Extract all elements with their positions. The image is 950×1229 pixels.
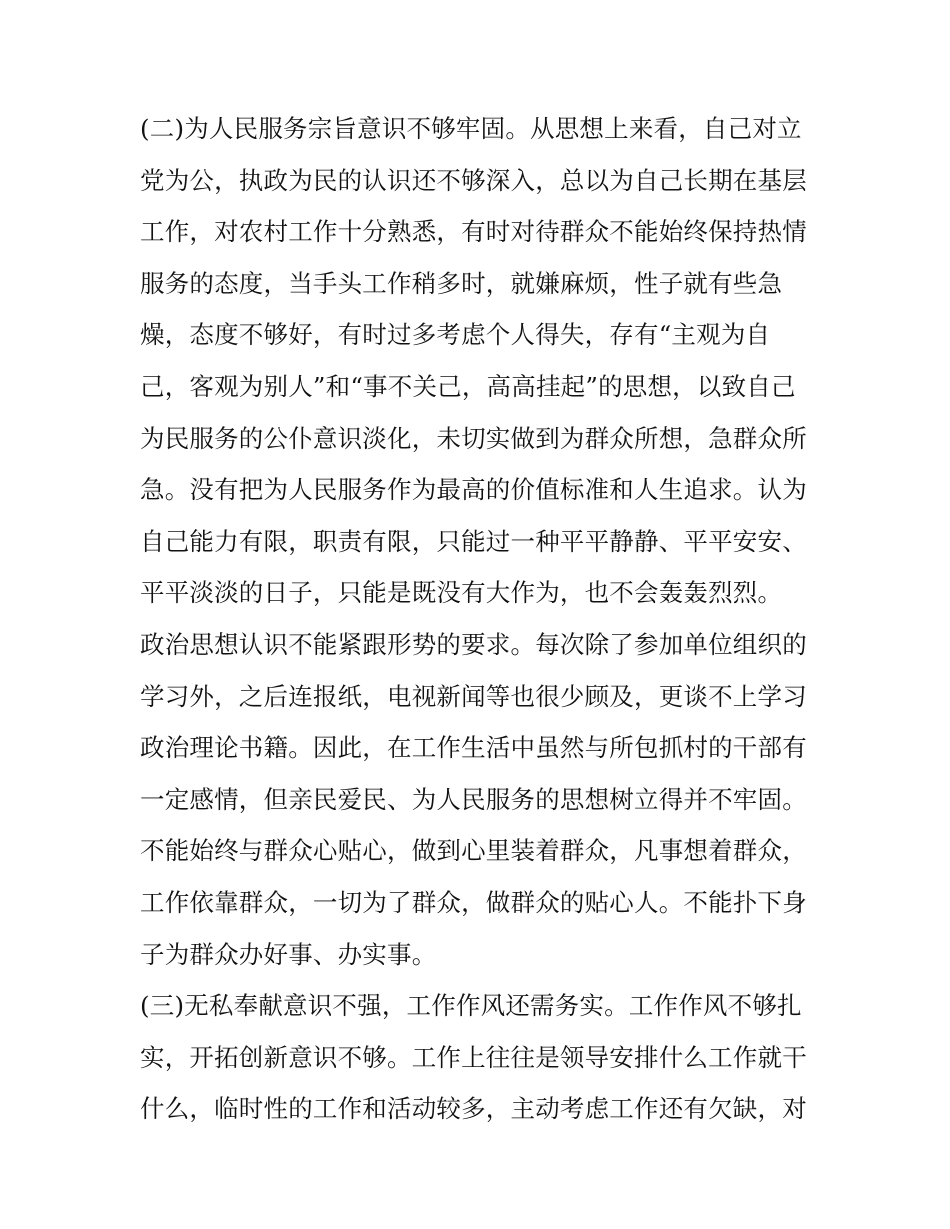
text-line: 工作，对农村工作十分熟悉，有时对待群众不能始终保持热情 xyxy=(140,217,807,247)
document-body xyxy=(140,103,820,1135)
text-line: 不能始终与群众心贴心，做到心里装着群众，凡事想着群众， xyxy=(140,836,807,866)
text-line: 实，开拓创新意识不够。工作上往往是领导安排什么工作就干 xyxy=(140,1042,807,1072)
text-line: 子为群众办好事、办实事。 xyxy=(140,939,437,969)
text-line: 工作依靠群众，一切为了群众，做群众的贴心人。不能扑下身 xyxy=(140,887,807,917)
text-line: 政治思想认识不能紧跟形势的要求。每次除了参加单位组织的 xyxy=(140,629,807,659)
text-line: 什么，临时性的工作和活动较多，主动考虑工作还有欠缺，对 xyxy=(140,1094,807,1124)
text-line: 服务的态度，当手头工作稍多时，就嫌麻烦，性子就有些急 xyxy=(140,268,783,298)
text-line: 自己能力有限，职责有限，只能过一种平平静静、平平安安、 xyxy=(140,526,807,556)
text-line: 党为公，执政为民的认识还不够深入，总以为自己长期在基层 xyxy=(140,165,807,195)
text-line: 政治理论书籍。因此，在工作生活中虽然与所包抓村的干部有 xyxy=(140,733,807,763)
text-line: (三)无私奉献意识不强，工作作风还需务实。工作作风不够扎 xyxy=(140,991,802,1021)
text-line: 平平淡淡的日子，只能是既没有大作为，也不会轰轰烈烈。 xyxy=(140,578,783,608)
text-line: 急。没有把为人民服务作为最高的价值标准和人生追求。认为 xyxy=(140,475,807,505)
text-line: 己，客观为别人”和“事不关己，高高挂起”的思想，以致自己 xyxy=(140,371,796,401)
text-line: (二)为人民服务宗旨意识不够牢固。从思想上来看，自己对立 xyxy=(140,114,802,143)
text-line: 学习外，之后连报纸，电视新闻等也很少顾及，更谈不上学习 xyxy=(140,681,807,711)
text-line: 一定感情，但亲民爱民、为人民服务的思想树立得并不牢固。 xyxy=(140,784,807,814)
text-line: 为民服务的公仆意识淡化，未切实做到为群众所想，急群众所 xyxy=(140,423,807,453)
text-line: 燥，态度不够好，有时过多考虑个人得失，存有“主观为自 xyxy=(140,320,771,350)
